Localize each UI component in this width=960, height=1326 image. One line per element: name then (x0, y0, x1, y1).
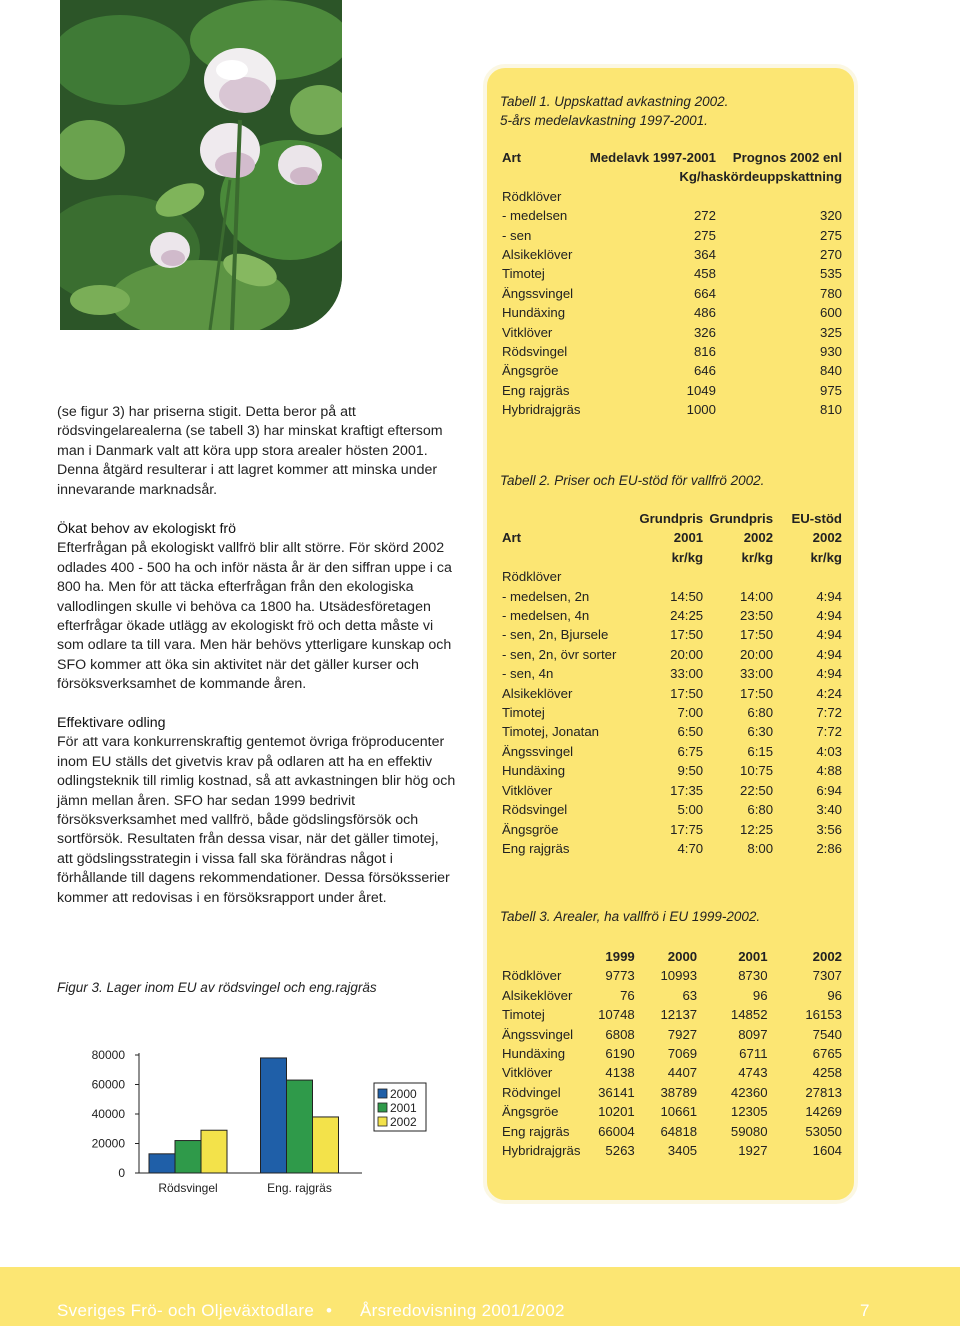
table1-header-cell: Kg/ha (679, 169, 716, 185)
table2-cell: Vitklöver (502, 782, 553, 798)
table2-cell: 17:35 (670, 782, 704, 798)
table2-cell: 4:24 (816, 685, 842, 701)
table2-cell: 8:00 (747, 840, 774, 856)
table2-cell: 6:75 (677, 743, 704, 759)
table2-cell: 6:30 (747, 724, 774, 740)
table2-cell: 14:50 (670, 588, 704, 604)
table3-cell: 1927 (738, 1143, 768, 1159)
table2-cell: 20:00 (670, 646, 704, 662)
table2-row (502, 839, 842, 858)
paragraph-1: (se figur 3) har priserna stigit. Detta beror på att rödsvingelarealerna (se tabell 3) har minskat kraftigt eftersom man i Danmark valt att köra upp stora arealer hösten 2001. Denna åtgärd resulterar i att lagret kommer att minska under innevarande marknadsår. (57, 404, 443, 498)
table2-cell: 17:75 (670, 821, 704, 837)
table3-cell: 6808 (605, 1026, 635, 1042)
table1-cell (716, 187, 842, 206)
x-category-label: Rödsvingel (158, 1181, 218, 1195)
table2-cell: 6:80 (747, 802, 774, 818)
legend-swatch (378, 1089, 387, 1098)
table1-cell: 326 (693, 324, 716, 340)
table3-cell: 96 (827, 987, 842, 1003)
table3-cell: Hundäxing (502, 1046, 566, 1062)
table3-cell: 7307 (812, 968, 842, 984)
table1-cell: 664 (693, 285, 716, 301)
table2-header-row (502, 528, 842, 547)
table3-row (502, 1083, 842, 1102)
table2-row (502, 664, 842, 683)
table2-cell: 4:94 (816, 666, 842, 682)
table3-cell: Ängsgröe (502, 1104, 559, 1120)
table2-header-cell (502, 509, 639, 528)
table1-row (502, 323, 842, 342)
table1-row (502, 361, 842, 380)
table1-cell: Hybridrajgräs (502, 402, 581, 418)
table2-cell: 6:94 (816, 782, 842, 798)
table3-cell: 1604 (812, 1143, 842, 1159)
footer-page-number: 7 (860, 1301, 870, 1320)
bar-2002 (201, 1130, 227, 1173)
table1-cell: - medelsen (502, 208, 568, 224)
clover-illustration (60, 0, 342, 330)
table2-header-cell (502, 548, 639, 567)
table3-cell: 8730 (738, 968, 768, 984)
bar-2002 (313, 1117, 339, 1173)
footer-bullet: • (326, 1301, 333, 1320)
paragraph-3: För att vara konkurrenskraftig gentemot övriga fröproducenter inom EU ställs det givetvis krav på odlaren att ha en effektiv odlingsteknik till rimlig kostnad, så att avkastningen blir hög och jämn mellan åren. SFO har sedan 1999 bedrivit försöksverksamhet med vallfrö, både gödslingsförsök och sortförsök. Resultaten från dessa visar, när det gäller timotej, att gödslingsstrategin i vissa fall ska förändras något i förhållande till dagens rekommendationer. Dessa försöksserier kommer att redovisas i en försöksrapport under året. (57, 734, 456, 906)
table2-cell: Ängssvingel (502, 743, 574, 759)
table2-row (502, 800, 842, 819)
table2-cell: - sen, 2n, Bjursele (502, 627, 609, 643)
table2-header-cell: kr/kg (741, 549, 774, 565)
table2-cell: 20:00 (740, 646, 774, 662)
table2-cell (703, 567, 773, 586)
table1-cell: Timotej (502, 266, 545, 282)
table1-cell: 275 (819, 227, 842, 243)
legend-label: 2001 (390, 1101, 417, 1115)
table2-cell: 3:40 (816, 802, 842, 818)
table1-cell: Vitklöver (502, 324, 553, 340)
table2-row (502, 606, 842, 625)
section-ekologiskt (57, 520, 457, 695)
footer-organisation: Sveriges Frö- och Oljeväxtodlare (57, 1301, 315, 1320)
table1-cell: 275 (693, 227, 716, 243)
table1-cell: 320 (819, 208, 842, 224)
legend-swatch (378, 1117, 387, 1126)
table3-row (502, 1102, 842, 1121)
table3-cell: 7927 (667, 1026, 698, 1042)
table2-header-row (502, 548, 842, 567)
table1-row (502, 381, 842, 400)
table3-cell: 14269 (805, 1104, 842, 1120)
table2-row (502, 567, 842, 586)
table3-cell: 5263 (605, 1143, 635, 1159)
table1-row (502, 206, 842, 225)
table2-cell: 10:75 (740, 763, 774, 779)
table1-cell: 270 (819, 247, 842, 263)
table2-cell: Rödsvingel (502, 802, 568, 818)
table2-cell (639, 567, 703, 586)
table3-header-cell: 2000 (667, 949, 698, 964)
table2-row (502, 645, 842, 664)
table3-cell: 10661 (660, 1104, 698, 1120)
table3-cell: 12137 (660, 1007, 698, 1023)
legend-label: 2000 (390, 1087, 417, 1101)
y-tick-label: 0 (118, 1166, 125, 1180)
table2-cell: 24:25 (670, 608, 704, 624)
table2-row (502, 587, 842, 606)
table3-cell: Rödklöver (502, 968, 562, 984)
table1-cell: Ängssvingel (502, 285, 574, 301)
heading-ekologiskt: Ökat behov av ekologiskt frö (57, 521, 237, 537)
table3-cell: 4138 (605, 1065, 635, 1081)
table1-caption-line2: 5-års medelavkastning 1997-2001. (500, 113, 708, 128)
table1-cell: 930 (819, 344, 842, 360)
table1-row (502, 245, 842, 264)
table2-row (502, 703, 842, 722)
table2-row (502, 761, 842, 780)
table3-cell: 3405 (667, 1143, 698, 1159)
table2-cell: 4:94 (816, 588, 842, 604)
table1-row (502, 284, 842, 303)
table3-cell: Ängssvingel (502, 1026, 574, 1042)
table1-cell: 1049 (686, 382, 716, 398)
table2-cell: 33:00 (740, 666, 774, 682)
table2-cell: 9:50 (677, 763, 704, 779)
y-tick-label: 60000 (91, 1077, 125, 1092)
footer-bar (0, 1267, 960, 1326)
table3-row (502, 1005, 842, 1024)
table2-row (502, 742, 842, 761)
table1-row (502, 342, 842, 361)
table2-cell: 6:80 (747, 705, 774, 721)
table2-cell: 4:94 (816, 646, 842, 662)
table3-cell: Rödvingel (502, 1084, 561, 1100)
table1-cell: 975 (819, 382, 842, 398)
figure-caption: Figur 3. Lager inom EU av rödsvingel och eng.rajgräs (57, 980, 377, 995)
table2-header-cell: 2001 (673, 530, 704, 546)
table2-header-cell: 2002 (812, 530, 842, 546)
table1-row (502, 187, 842, 206)
table3-cell: 9773 (605, 968, 635, 984)
table1-cell: 646 (693, 363, 716, 379)
table1-cell: 1000 (686, 402, 716, 418)
table3-cell: 38789 (660, 1084, 698, 1100)
table1-row (502, 226, 842, 245)
body-paragraph-1 (57, 403, 457, 500)
table3-cell: 16153 (805, 1007, 842, 1023)
table2-row (502, 781, 842, 800)
table2-cell: Timotej, Jonatan (502, 724, 599, 740)
table2-cell: 3:56 (816, 821, 842, 837)
table2-cell: 17:50 (670, 685, 704, 701)
table3-header-cell: 2001 (738, 949, 768, 964)
table3-cell: 53050 (805, 1123, 842, 1139)
table2-cell: 4:94 (816, 627, 842, 643)
table2-row (502, 625, 842, 644)
table1-cell: Hundäxing (502, 305, 566, 321)
table3-cell: Vitklöver (502, 1065, 553, 1081)
table1-row (502, 303, 842, 322)
table3-header-cell: 2002 (812, 949, 842, 964)
table1-cell: Rödsvingel (502, 344, 568, 360)
table2-row (502, 684, 842, 703)
table3-cell: 7540 (812, 1026, 842, 1042)
table2 (502, 509, 842, 858)
table3-cell: 8097 (738, 1026, 768, 1042)
table2-cell: 23:50 (740, 608, 774, 624)
table2-cell: 17:50 (740, 685, 774, 701)
table1-cell: 840 (819, 363, 842, 379)
table2-row (502, 722, 842, 741)
table2-cell: 4:88 (816, 763, 842, 779)
table1-cell: Alsikeklöver (502, 247, 573, 263)
table2-header-cell: Grundpris (639, 511, 704, 526)
table2-cell: - sen, 2n, övr sorter (502, 646, 617, 662)
table3-cell: 66004 (598, 1123, 635, 1139)
table3-cell: Timotej (502, 1007, 545, 1023)
table1-cell: 780 (819, 285, 842, 301)
table1-header-row (502, 167, 842, 186)
table2-header-cell: Art (502, 530, 522, 546)
table3-cell: 10993 (660, 968, 698, 984)
table1-cell: Rödklöver (502, 188, 562, 204)
table3-cell: Hybridrajgräs (502, 1143, 581, 1159)
table2-cell: 2:86 (816, 840, 842, 856)
table2-cell: 17:50 (670, 627, 704, 643)
table1-cell: 816 (693, 344, 716, 360)
table2-cell: 22:50 (740, 782, 774, 798)
table2-header-row (502, 509, 842, 528)
table2-cell: Hundäxing (502, 763, 566, 779)
table1-header-cell: Medelavk 1997-2001 (589, 150, 716, 165)
table1-cell: 600 (819, 305, 842, 321)
table3-cell: 42360 (730, 1084, 768, 1100)
table3-row (502, 1044, 842, 1063)
table2-caption: Tabell 2. Priser och EU-stöd för vallfrö 2002. (500, 473, 765, 488)
table3-cell: 12305 (730, 1104, 768, 1120)
table2-header-cell: kr/kg (810, 549, 842, 565)
table2-cell: 33:00 (670, 666, 704, 682)
table3-cell: 10201 (598, 1104, 635, 1120)
table1-cell: Ängsgröe (502, 363, 559, 379)
table1-header-cell: Art (502, 150, 522, 165)
table2-cell: Alsikeklöver (502, 685, 573, 701)
table2-cell (773, 567, 842, 586)
table3-caption: Tabell 3. Arealer, ha vallfrö i EU 1999-2002. (500, 909, 761, 924)
table3-cell: 6190 (605, 1046, 635, 1062)
table1-cell: Eng rajgräs (502, 382, 570, 398)
table3-cell: 4258 (812, 1065, 842, 1081)
table2-cell: 12:25 (740, 821, 774, 837)
bar-2000 (261, 1058, 287, 1173)
table2-header-cell: 2002 (743, 530, 774, 546)
table3-header-row (502, 947, 842, 966)
table1-header-cell: skördeuppskattning (715, 169, 842, 185)
table2-cell: 4:70 (677, 840, 704, 856)
legend-label: 2002 (390, 1115, 417, 1129)
table3-row (502, 986, 842, 1005)
table3-cell: 64818 (660, 1123, 698, 1139)
table2-cell: 5:00 (677, 802, 704, 818)
legend-swatch (378, 1103, 387, 1112)
table3-cell: 76 (620, 987, 635, 1003)
table1-header-row (502, 148, 842, 167)
table3-header-cell: 1999 (605, 949, 635, 964)
table1-header-cell: Prognos 2002 enl (732, 150, 842, 165)
table3-cell: Alsikeklöver (502, 987, 573, 1003)
y-tick-label: 20000 (91, 1136, 125, 1151)
table1 (502, 148, 842, 420)
table1-cell: 486 (693, 305, 716, 321)
table3-cell: 10748 (598, 1007, 635, 1023)
table2-header-cell: EU-stöd (791, 511, 842, 526)
table3-row (502, 1141, 842, 1160)
table2-cell: 6:15 (747, 743, 774, 759)
table1-cell: 364 (693, 247, 716, 263)
table3-row (502, 1122, 842, 1141)
table3-row (502, 1025, 842, 1044)
footer-report-title: Årsredovisning 2001/2002 (360, 1301, 565, 1320)
table2-cell: - medelsen, 2n (502, 588, 590, 604)
table2-row (502, 820, 842, 839)
x-category-label: Eng. rajgräs (267, 1181, 332, 1195)
table3 (502, 947, 842, 1160)
table1-cell: 458 (693, 266, 716, 282)
table3-header-cell (502, 947, 595, 966)
table1-header-cell (502, 167, 590, 186)
table2-cell: Rödklöver (502, 569, 562, 585)
table3-row (502, 1063, 842, 1082)
y-tick-label: 40000 (91, 1107, 125, 1121)
heading-effektivare: Effektivare odling (57, 715, 166, 731)
figure-3-chart (57, 1030, 457, 1215)
table3-cell: 6711 (739, 1046, 768, 1062)
table2-cell: 7:00 (677, 705, 704, 721)
table3-cell: 4743 (738, 1065, 768, 1081)
table2-cell: 17:50 (740, 627, 774, 643)
table2-header-cell: Grundpris (709, 511, 774, 526)
table1-caption-line1: Tabell 1. Uppskattad avkastning 2002. (500, 94, 729, 109)
table3-cell: 4407 (667, 1065, 698, 1081)
table1-row (502, 264, 842, 283)
table3-cell: 7069 (667, 1046, 698, 1062)
y-tick-label: 80000 (91, 1048, 125, 1062)
table2-cell: 14:00 (740, 588, 774, 604)
table3-row (502, 966, 842, 985)
table1-cell: - sen (502, 227, 532, 243)
table1-row (502, 400, 842, 419)
bar-2001 (287, 1080, 313, 1173)
table3-cell: 36141 (598, 1084, 635, 1100)
table2-cell: 6:50 (677, 724, 704, 740)
table1-cell: 810 (819, 402, 842, 418)
table2-cell: 4:94 (816, 608, 842, 624)
paragraph-2: Efterfrågan på ekologiskt vallfrö blir allt större. För skörd 2002 odlades 400 - 500 ha och inför nästa år är den siffran uppe i ca 800 ha. Men för att täcka efterfrågan från den ekologiska vallodlingen skulle vi behöva ca 1800 ha. Utsädesföretagen efterfrågar ökade utlägg av ekologiskt frö och detta måste vi som odlare ta till vara. Men här behövs ytterligare kunskap och SFO kommer att öka sin aktivitet när det gäller kurser och försöksverksamhet de kommande åren. (57, 540, 452, 693)
table2-cell: - medelsen, 4n (502, 608, 590, 624)
table2-cell: Eng rajgräs (502, 840, 570, 856)
clover-photo (60, 0, 342, 330)
table1-cell: 325 (819, 324, 842, 340)
table2-cell: Timotej (502, 705, 545, 721)
table2-header-cell: kr/kg (671, 549, 704, 565)
table2-cell: 7:72 (816, 724, 842, 740)
table2-cell: Ängsgröe (502, 821, 559, 837)
section-effektivare (57, 714, 457, 908)
table3-cell: Eng rajgräs (502, 1123, 570, 1139)
table1-cell: 272 (693, 208, 716, 224)
table1-cell: 535 (819, 266, 842, 282)
bar-2001 (175, 1141, 201, 1173)
table2-cell: 7:72 (816, 705, 842, 721)
table2-cell: 4:03 (816, 743, 842, 759)
table2-cell: - sen, 4n (502, 666, 554, 682)
bar-2000 (149, 1154, 175, 1173)
table3-cell: 27813 (805, 1084, 842, 1100)
table3-cell: 63 (682, 987, 698, 1003)
table3-cell: 14852 (730, 1007, 768, 1023)
table3-cell: 96 (752, 987, 768, 1003)
table3-cell: 59080 (730, 1123, 768, 1139)
table1-cell (590, 187, 716, 206)
table3-cell: 6765 (812, 1046, 842, 1062)
